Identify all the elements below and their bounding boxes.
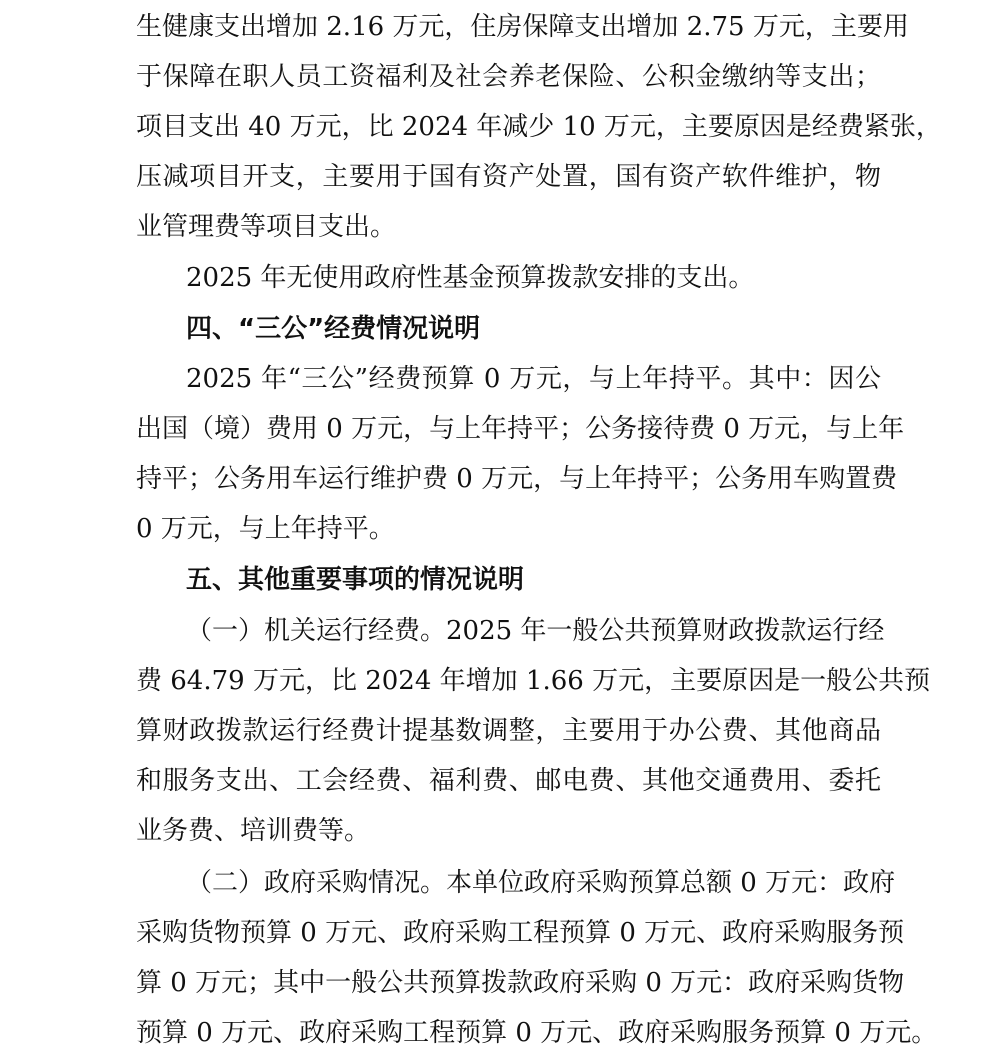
paragraph-line: （一）机关运行经费。2025 年一般公共预算财政拨款运行经 (186, 616, 885, 646)
paragraph-line: 0 万元，与上年持平。 (136, 514, 395, 544)
paragraph-line: 压减项目开支，主要用于国有资产处置，国有资产软件维护，物 (136, 162, 881, 192)
paragraph-line: 算财政拨款运行经费计提基数调整，主要用于办公费、其他商品 (136, 716, 881, 746)
paragraph-line: 于保障在职人员工资福利及社会养老保险、公积金缴纳等支出； (136, 62, 881, 92)
paragraph-line: （二）政府采购情况。本单位政府采购预算总额 0 万元：政府 (186, 868, 896, 898)
paragraph-line: 和服务支出、工会经费、福利费、邮电费、其他交通费用、委托 (136, 766, 881, 796)
section-heading-5: 五、其他重要事项的情况说明 (186, 565, 525, 595)
paragraph-line: 预算 0 万元、政府采购工程预算 0 万元、政府采购服务预算 0 万元。 (136, 1018, 938, 1048)
paragraph-line: 采购货物预算 0 万元、政府采购工程预算 0 万元、政府采购服务预 (136, 918, 905, 948)
paragraph-line: 生健康支出增加 2.16 万元，住房保障支出增加 2.75 万元，主要用 (136, 12, 909, 42)
paragraph-line: 项目支出 40 万元，比 2024 年减少 10 万元，主要原因是经费紧张， (136, 112, 942, 142)
paragraph-line: 出国（境）费用 0 万元，与上年持平；公务接待费 0 万元，与上年 (136, 414, 905, 444)
paragraph-line: 算 0 万元；其中一般公共预算拨款政府采购 0 万元：政府采购货物 (136, 968, 905, 998)
paragraph-line: 持平；公务用车运行维护费 0 万元，与上年持平；公务用车购置费 (136, 464, 898, 494)
paragraph-line: 业管理费等项目支出。 (136, 212, 397, 242)
paragraph-line: 业务费、培训费等。 (136, 816, 371, 846)
paragraph-line: 费 64.79 万元，比 2024 年增加 1.66 万元，主要原因是一般公共预 (136, 666, 931, 696)
paragraph-line: 2025 年无使用政府性基金预算拨款安排的支出。 (186, 263, 755, 293)
section-heading-4: 四、“三公”经费情况说明 (186, 314, 481, 344)
paragraph-line: 2025 年“三公”经费预算 0 万元，与上年持平。其中：因公 (186, 364, 881, 394)
